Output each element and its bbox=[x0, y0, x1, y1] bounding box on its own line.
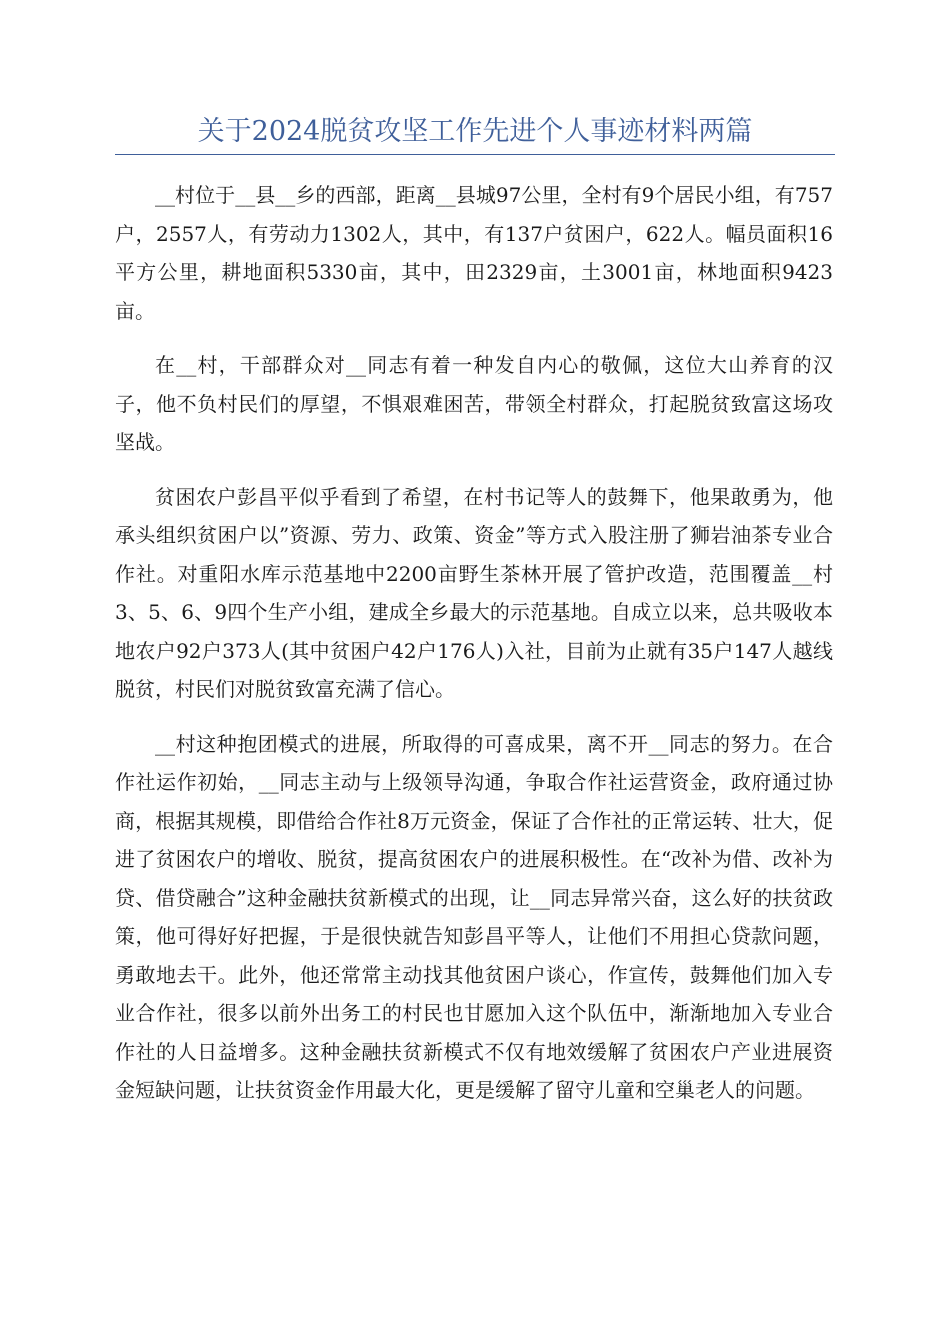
paragraph-2: 在__村，干部群众对__同志有着一种发自内心的敬佩，这位大山养育的汉子，他不负村民们的厚望，不惧艰难困苦，带领全村群众，打起脱贫致富这场攻坚战。 bbox=[115, 353, 833, 454]
document-title: 关于2024脱贫攻坚工作先进个人事迹材料两篇 bbox=[197, 116, 753, 147]
document-body bbox=[115, 176, 833, 1126]
paragraph-4: __村这种抱团模式的进展，所取得的可喜成果，离不开__同志的努力。在合作社运作初始，__同志主动与上级领导沟通，争取合作社运营资金，政府通过协商，根据其规模，即借给合作社8万元资金，保证了合作社的正常运转、壮大，促进了贫困农户的增收、脱贫，提高贫困农户的进展积极性。在“改补为借、改补为贷、借贷融合”这种金融扶贫新模式的出现，让__同志异常兴奋，这么好的扶贫政策，他可得好好把握，于是很快就告知彭昌平等人，让他们不用担心贷款问题，勇敢地去干。此外，他还常常主动找其他贫困户谈心，作宣传，鼓舞他们加入专业合作社，很多以前外出务工的村民也甘愿加入这个队伍中，渐渐地加入专业合作社的人日益增多。这种金融扶贫新模式不仅有地效缓解了贫困农户产业进展资金短缺问题，让扶贫资金作用最大化，更是缓解了留守儿童和空巢老人的问题。 bbox=[115, 731, 833, 1102]
paragraph-3: 贫困农户彭昌平似乎看到了希望，在村书记等人的鼓舞下，他果敢勇为，他承头组织贫困户以”资源、劳力、政策、资金”等方式入股注册了狮岩油茶专业合作社。对重阳水库示范基地中2200亩野生茶林开展了管护改造，范围覆盖__村3、5、6、9四个生产小组，建成全乡最大的示范基地。自成立以来，总共吸收本地农户92户373人(其中贫困户42户176人)入社，目前为止就有35户147人越线脱贫，村民们对脱贫致富充满了信心。 bbox=[115, 484, 833, 701]
title-underline bbox=[115, 154, 835, 155]
paragraph-1: __村位于__县__乡的西部，距离__县城97公里，全村有9个居民小组，有757户，2557人，有劳动力1302人，其中，有137户贫困户，622人。幅员面积16平方公里，耕地面积5330亩，其中，田2329亩，土3001亩，林地面积9423亩。 bbox=[115, 183, 833, 323]
